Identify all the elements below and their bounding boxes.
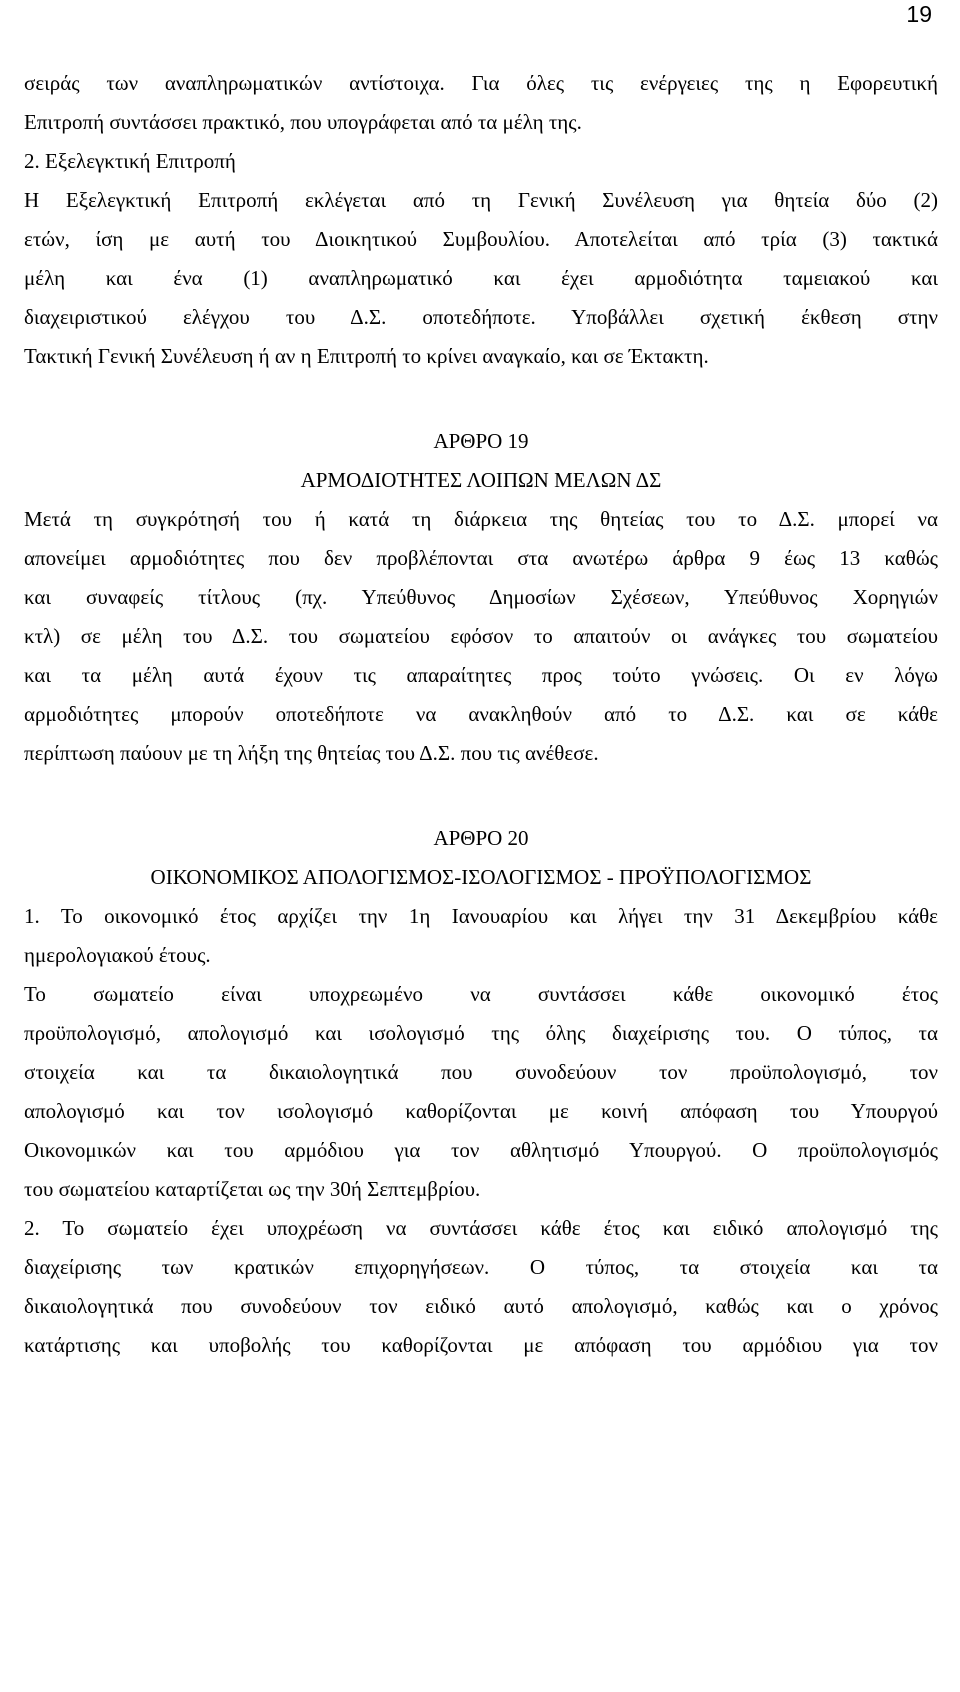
paragraph-line: απολογισμό και τον ισολογισμό καθορίζονται με κοινή απόφαση του Υπουργού <box>24 1099 938 1123</box>
section-heading: 2. Εξελεγκτική Επιτροπή <box>24 149 236 173</box>
paragraph-line: απονείμει αρμοδιότητες που δεν προβλέπονται στα ανωτέρω άρθρα 9 έως 13 καθώς <box>24 546 938 570</box>
paragraph-line: διαχειριστικού ελέγχου του Δ.Σ. οποτεδήποτε. Υποβάλλει σχετική έκθεση στην <box>24 305 938 329</box>
paragraph-line: Επιτροπή συντάσσει πρακτικό, που υπογράφεται από τα μέλη της. <box>24 110 582 134</box>
paragraph-line: του σωματείου καταρτίζεται ως την 30ή Σεπτεμβρίου. <box>24 1177 481 1201</box>
section-exelegktiki <box>24 64 938 376</box>
paragraph-line: μέλη και ένα (1) αναπληρωματικό και έχει αρμοδιότητα ταμειακού και <box>24 266 938 290</box>
paragraph-line: και τα μέλη αυτά έχουν τις απαραίτητες προς τούτο γνώσεις. Οι εν λόγω <box>24 663 938 687</box>
paragraph-line: 1. Το οικονομικό έτος αρχίζει την 1η Ιανουαρίου και λήγει την 31 Δεκεμβρίου κάθε <box>24 904 938 928</box>
spacer <box>24 773 938 819</box>
article-title: ΟΙΚΟΝΟΜΙΚΟΣ ΑΠΟΛΟΓΙΣΜΟΣ-ΙΣΟΛΟΓΙΣΜΟΣ - ΠΡΟΫΠΟΛΟΓΙΣΜΟΣ <box>150 865 812 889</box>
paragraph-line: ημερολογιακού έτους. <box>24 943 211 967</box>
article-heading: ΑΡΘΡΟ 19 <box>433 429 529 453</box>
paragraph-line: προϋπολογισμό, απολογισμό και ισολογισμό της όλης διαχείρισης του. Ο τύπος, τα <box>24 1021 938 1045</box>
paragraph-line: δικαιολογητικά που συνοδεύουν τον ειδικό αυτό απολογισμό, καθώς και ο χρόνος <box>24 1294 938 1318</box>
paragraph-line: αρμοδιότητες μπορούν οποτεδήποτε να ανακληθούν από το Δ.Σ. και σε κάθε <box>24 702 938 726</box>
paragraph-line: 2. Το σωματείο έχει υποχρέωση να συντάσσει κάθε έτος και ειδικό απολογισμό της <box>24 1216 938 1240</box>
article-heading: ΑΡΘΡΟ 20 <box>433 826 529 850</box>
paragraph-line: Μετά τη συγκρότησή του ή κατά τη διάρκεια της θητείας του το Δ.Σ. μπορεί να <box>24 507 938 531</box>
paragraph-line: κατάρτισης και υποβολής του καθορίζονται με απόφαση του αρμόδιου για τον <box>24 1333 938 1357</box>
paragraph-line: στοιχεία και τα δικαιολογητικά που συνοδεύουν τον προϋπολογισμό, τον <box>24 1060 938 1084</box>
paragraph-line: ετών, ίση με αυτή του Διοικητικού Συμβουλίου. Αποτελείται από τρία (3) τακτικά <box>24 227 938 251</box>
paragraph-line: Οικονομικών και του αρμόδιου για τον αθλητισμό Υπουργού. Ο προϋπολογισμός <box>24 1138 938 1162</box>
paragraph-line: Τακτική Γενική Συνέλευση ή αν η Επιτροπή το κρίνει αναγκαίο, και σε Έκτακτη. <box>24 344 709 368</box>
document-body <box>24 64 938 1365</box>
article-19 <box>24 422 938 773</box>
spacer <box>24 376 938 422</box>
paragraph-line: περίπτωση παύουν με τη λήξη της θητείας του Δ.Σ. που τις ανέθεσε. <box>24 741 599 765</box>
article-title: ΑΡΜΟΔΙΟΤΗΤΕΣ ΛΟΙΠΩΝ ΜΕΛΩΝ ΔΣ <box>300 468 662 492</box>
paragraph-line: σειράς των αναπληρωματικών αντίστοιχα. Για όλες τις ενέργειες της η Εφορευτική <box>24 71 938 95</box>
paragraph-line: Το σωματείο είναι υποχρεωμένο να συντάσσει κάθε οικονομικό έτος <box>24 982 938 1006</box>
article-20 <box>24 819 938 1365</box>
paragraph-line: Η Εξελεγκτική Επιτροπή εκλέγεται από τη Γενική Συνέλευση για θητεία δύο (2) <box>24 188 938 212</box>
paragraph-line: κτλ) σε μέλη του Δ.Σ. του σωματείου εφόσον το απαιτούν οι ανάγκες του σωματείου <box>24 624 938 648</box>
page-number: 19 <box>906 1 932 27</box>
paragraph-line: και συναφείς τίτλους (πχ. Υπεύθυνος Δημοσίων Σχέσεων, Υπεύθυνος Χορηγιών <box>24 585 938 609</box>
paragraph-line: διαχείρισης των κρατικών επιχορηγήσεων. Ο τύπος, τα στοιχεία και τα <box>24 1255 938 1279</box>
